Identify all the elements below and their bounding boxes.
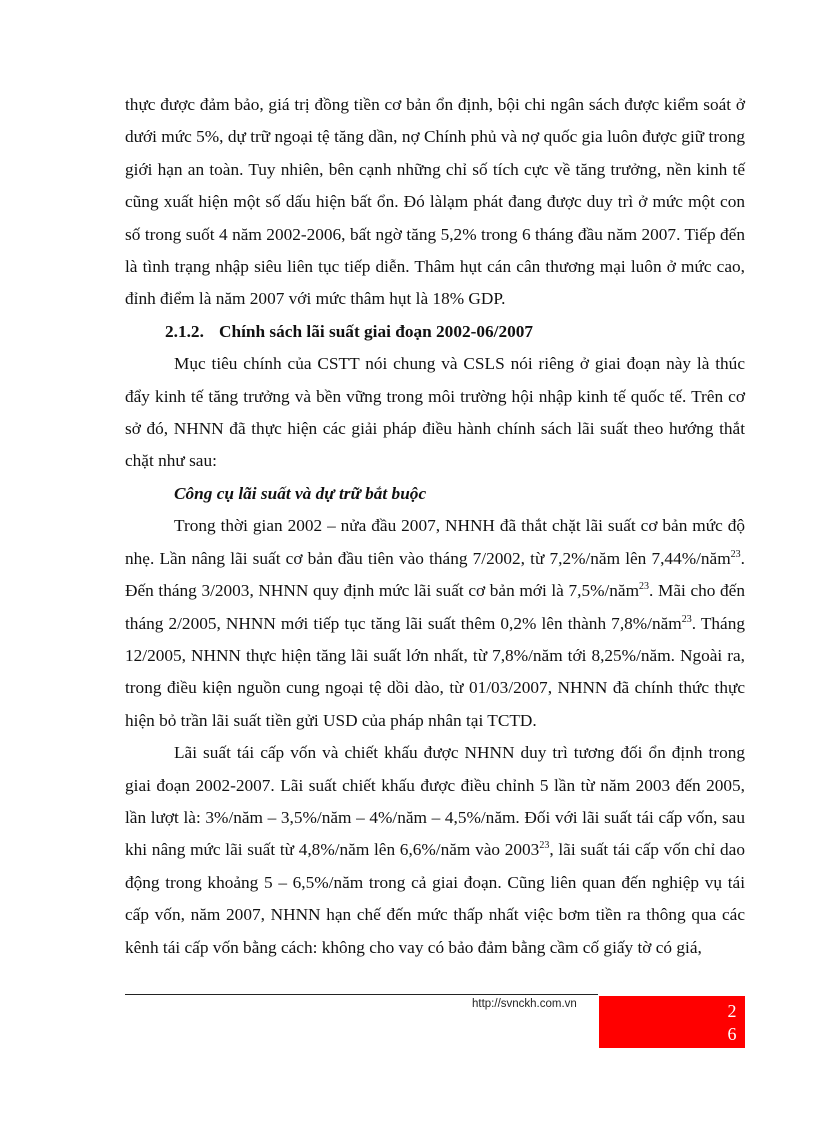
paragraph-2-text-b: , lãi suất tái cấp vốn chỉ dao động trong khoảng 5 – 6,5%/năm trong cả giai đoạn. Cũng liên quan đến nghiệp vụ tái cấp vốn, năm 2007, NHNN hạn chế đến mức thấp nhất việc bơm tiền ra thông qua các kênh tái cấp vốn bằng cách: không cho vay có bảo đảm bằng cầm cố giấy tờ có giá, bbox=[125, 840, 745, 957]
footnote-ref[interactable]: 23 bbox=[730, 548, 741, 560]
footer-url-link[interactable]: http://svnckh.com.vn bbox=[472, 998, 577, 1010]
footnote-ref[interactable]: 23 bbox=[539, 840, 550, 852]
section-number: 2.1.2. bbox=[165, 321, 204, 341]
section-title: Chính sách lãi suất giai đoạn 2002-06/2007 bbox=[219, 321, 534, 341]
page-number-digit-2: 6 bbox=[727, 1024, 737, 1044]
footnote-ref[interactable]: 23 bbox=[681, 613, 692, 625]
section-heading bbox=[125, 316, 745, 348]
paragraph-2 bbox=[125, 737, 745, 964]
paragraph-1 bbox=[125, 510, 745, 737]
page-body bbox=[125, 89, 745, 964]
page-number-digit-1: 2 bbox=[727, 1001, 737, 1021]
footer-divider bbox=[125, 994, 598, 995]
paragraph-1-text-d: . Tháng 12/2005, NHNN thực hiện tăng lãi suất lớn nhất, từ 7,8%/năm tới 8,25%/năm. Ngoài ra, trong điều kiện nguồn cung ngoại tệ dồi dào, từ 01/03/2007, NHNN đã chính thức thực hiện bỏ trần lãi suất tiền gửi USD của pháp nhân tại TCTD. bbox=[125, 613, 745, 730]
page-number-box bbox=[599, 996, 745, 1048]
paragraph-1-text-c: . Mãi cho đến tháng 2/2005, NHNN mới tiếp tục tăng lãi suất thêm 0,2% lên thành 7,8%/năm bbox=[125, 581, 745, 633]
paragraph-2-text-a: Lãi suất tái cấp vốn và chiết khấu được NHNN duy trì tương đối ổn định trong giai đoạn 2002-2007. Lãi suất chiết khấu được điều chỉnh 5 lần từ năm 2003 đến 2005, lần lượt là: 3%/năm – 3,5%/năm – 4%/năm – 4,5%/năm. Đối với lãi suất tái cấp vốn, sau khi nâng mức lãi suất từ 4,8%/năm lên 6,6%/năm vào 2003 bbox=[125, 743, 745, 860]
paragraph-1-text-a: Trong thời gian 2002 – nửa đầu 2007, NHNH đã thắt chặt lãi suất cơ bản mức độ nhẹ. Lần nâng lãi suất cơ bản đầu tiên vào tháng 7/2002, từ 7,2%/năm lên 7,44%/năm bbox=[125, 516, 745, 568]
footnote-ref[interactable]: 23 bbox=[639, 581, 650, 593]
paragraph-1-text-b: . Đến tháng 3/2003, NHNN quy định mức lãi suất cơ bản mới là 7,5%/năm bbox=[125, 548, 745, 601]
section-intro-paragraph: Mục tiêu chính của CSTT nói chung và CSLS nói riêng ở giai đoạn này là thúc đẩy kinh tế tăng trưởng và bền vững trong môi trường hội nhập kinh tế quốc tế. Trên cơ sở đó, NHNN đã thực hiện các giải pháp điều hành chính sách lãi suất theo hướng thắt chặt như sau: bbox=[125, 354, 745, 471]
subsection-title: Công cụ lãi suất và dự trữ bắt buộc bbox=[174, 483, 427, 503]
intro-paragraph: thực được đảm bảo, giá trị đồng tiền cơ bản ổn định, bội chi ngân sách được kiểm soát ở dưới mức 5%, dự trữ ngoại tệ tăng dần, nợ Chính phủ và nợ quốc gia luôn được giữ trong giới hạn an toàn. Tuy nhiên, bên cạnh những chỉ số tích cực về tăng trưởng, nền kinh tế cũng xuất hiện một số dấu hiện bất ổn. Đó làlạm phát đang được duy trì ở mức một con số trong suốt 4 năm 2002-2006, bất ngờ tăng 5,2% trong 6 tháng đầu năm 2007. Tiếp đến là tình trạng nhập siêu liên tục tiếp diễn. Thâm hụt cán cân thương mại luôn ở mức cao, đỉnh điểm là năm 2007 với mức thâm hụt là 18% GDP. bbox=[125, 95, 745, 309]
